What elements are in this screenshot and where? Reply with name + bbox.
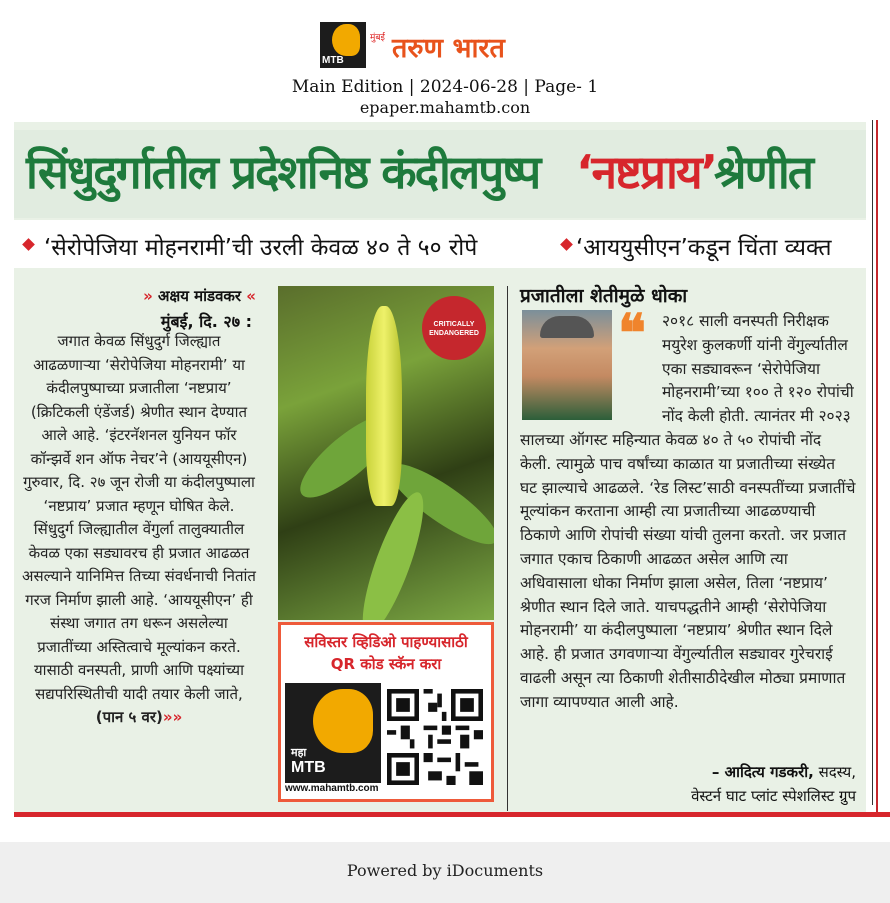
maha-mtb-logo (285, 683, 381, 783)
qr-promo-box[interactable] (278, 622, 494, 802)
logo-maha-text: महा (291, 746, 307, 759)
chevron-left-icon: « (246, 287, 256, 305)
column-divider (507, 286, 508, 811)
cap-shape (540, 316, 594, 338)
article-headline (14, 130, 866, 218)
sidebar-body-text: २०१८ साली वनस्पती निरीक्षक मयुरेश कुलकर्णी यांनी वेंगुर्ल्यातील एका सड्यावरून ‘सेरोपेजिया मोहनरामी’च्या १०० ते १२० रोपांची नोंद केली होती. त्यानंतर मी २०२३ सालच्या ऑगस्ट महिन्यात केवळ ४० ते ५० रोपांची नोंद केली. त्यामुळे पाच वर्षांच्या काळात या प्रजातीच्या संख्येत घट झाल्याचे आढळले. ‘रेड लिस्ट’साठी वनस्पतींच्या प्रजातींचे मूल्यांकन करताना आम्ही त्या प्रजातीच्या आढळण्याची ठिकाणे आणि रोपांची संख्या यांची तुलना करतो. जर प्रजात जगात एकाच ठिकाणी आढळत असेल आणि त्या अधिवासाला धोका निर्माण झाला असेल, तिला ‘नष्टप्राय’ श्रेणीत स्थान दिले जाते. याचपद्धतीने आम्ही ‘सेरोपेजिया मोहनरामी’ या कंदीलपुष्पाला ‘नष्टप्राय’ श्रेणीत स्थान दिले आहे. ही प्रजात उगवणाऱ्या वेंगुर्ल्यातील सड्यावर गुरेचराई वाढली असून त्या ठिकाणी शेतीसाठीदेखील मोठ्या प्रमाणात जागा व्यापण्यात आली आहे. (520, 312, 856, 711)
headline-part-2: ‘नष्टप्राय’ (576, 145, 717, 199)
logo-city: मुंबई (370, 32, 385, 42)
logo-mtb-text: MTB (322, 55, 344, 66)
headline-part-3: श्रेणीत (714, 145, 812, 199)
edition-line: Main Edition | 2024-06-28 | Page- 1 (291, 77, 599, 97)
byline-author: अक्षय मांडवकर (158, 287, 242, 305)
lion-icon (313, 689, 373, 753)
footer (0, 842, 890, 903)
tarun-bharat-logo[interactable] (320, 22, 570, 70)
qr-heading-line-2: QR कोड स्कॅन करा (330, 655, 442, 673)
headline-part-1: सिंधुदुर्गातील प्रदेशनिष्ठ कंदीलपुष्प (26, 145, 540, 199)
qr-heading-line-1: सविस्तर व्हिडिओ पाहण्यासाठी (304, 633, 468, 651)
article-clipping (14, 122, 866, 814)
flower-photo (278, 286, 494, 620)
critically-endangered-badge: CRITICALLY ENDANGERED (422, 296, 486, 360)
quote-role: सदस्य, (818, 763, 856, 781)
continue-arrow-icon: »» (162, 708, 183, 726)
ceropegia-flower (366, 306, 402, 506)
bullet-diamond-icon (22, 238, 35, 251)
byline (143, 286, 256, 306)
quote-mark-icon: ❝ (618, 303, 646, 364)
subheadline-2: ‘आययुसीएन’कडून चिंता व्यक्त (576, 235, 832, 261)
quote-organization: वेस्टर्न घाट प्लांट स्पेशलिस्ट ग्रुप (691, 787, 856, 805)
logo-title: तरुण भारत (392, 33, 505, 64)
story-body (22, 330, 256, 730)
qr-heading (281, 631, 491, 675)
mahamtb-url[interactable]: www.mahamtb.com (285, 783, 379, 794)
powered-by[interactable]: Powered by iDocuments (346, 861, 544, 880)
bullet-diamond-icon (560, 238, 573, 251)
dateline: मुंबई, दि. २७ : (160, 312, 252, 331)
story-body-text: जगात केवळ सिंधुदुर्ग जिल्ह्यात आढळणाऱ्या ‘सेरोपेजिया मोहनरामी’ या कंदीलपुष्पाच्या प्रजातीला ‘नष्टप्राय’ (क्रिटिकली एंडेंजर्ड) श्रेणीत स्थान देण्यात आले आहे. ‘इंटरनॅशनल युनियन फॉर कॉन्झर्वे शन ऑफ नेचर’ने (आययूसीएन) गुरुवार, दि. २७ जून रोजी या कंदीलपुष्पाला ‘नष्टप्राय’ प्रजात म्हणून घोषित केले. सिंधुदुर्ग जिल्ह्यातील वेंगुर्ला तालुक्यातील केवळ एका सड्यावरच ही प्रजात आढळत असल्याने यानिमित्त तिच्या संवर्धनाची नितांत गरज निर्माण झाली आहे. ‘आययूसीएन’ ही संस्था जगात तग धरून असलेल्या प्रजातींच्या अस्तित्वाचे मूल्यांकन करते. यासाठी वनस्पती, प्राणी आणि पक्ष्यांच्या सद्यपरिस्थितीची यादी तयार केली जाते, (22, 332, 256, 703)
continued-link[interactable]: (पान ५ वर) (95, 708, 163, 726)
bottom-rule (14, 812, 890, 817)
logo-mtb-text: MTB (291, 759, 326, 776)
epaper-url[interactable]: epaper.mahamtb.con (359, 98, 531, 117)
chevron-right-icon: » (143, 287, 153, 305)
expert-portrait (522, 310, 612, 420)
subheadline-row (14, 220, 866, 268)
quote-attribution (712, 762, 856, 782)
quote-name: – आदित्य गडकरी, (711, 763, 814, 781)
leaf-shape (351, 487, 434, 620)
subheadline-1: ‘सेरोपेजिया मोहनरामी’ची उरली केवळ ४० ते ५० रोपे (44, 235, 478, 261)
column-rule (872, 120, 873, 805)
page-edge-rule (876, 120, 888, 815)
masthead (0, 0, 890, 125)
sidebar-title: प्रजातीला शेतीमुळे धोका (520, 285, 688, 307)
mtb-lion-logo-icon (320, 22, 366, 68)
qr-code-icon[interactable] (387, 689, 483, 785)
